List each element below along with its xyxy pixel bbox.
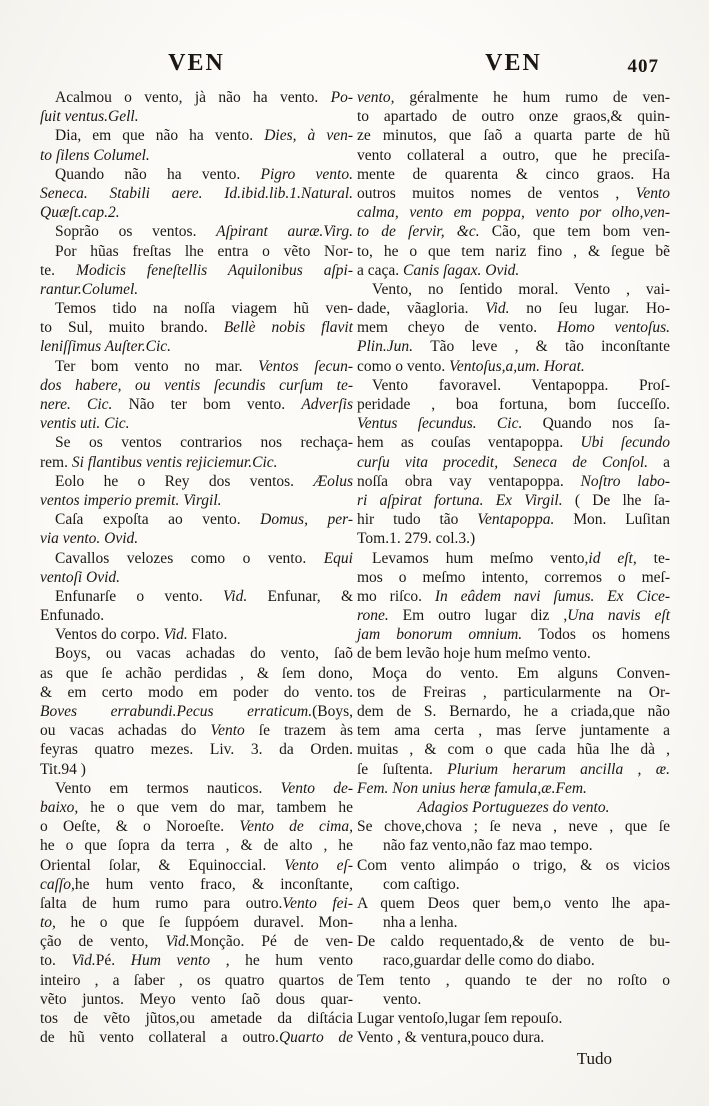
text-line: dos habere, ou ventis ſecundis curſum te- [40, 376, 353, 394]
text-line: jam bonorum omnium. Todos os homens [357, 626, 670, 644]
text-line: Ter bom vento no mar. Ventos ſecun- [55, 357, 353, 375]
text-line: tos de Freiras , particularmente na Or- [357, 683, 670, 701]
text-line: Vento, no ſentido moral. Vento , vai- [372, 280, 670, 298]
text-line: as que ſe achão perdidas , & ſem dono, [40, 664, 353, 682]
text-line: rem. Si flantibus ventis rejiciemur.Cic. [40, 453, 278, 471]
text-line: Oriental ſolar, & Equinoccial. Vento eſ- [40, 856, 353, 874]
text-line: dem de S. Bernardo, he a criada,que não [357, 703, 670, 720]
text-line: Enfunarſe o vento. Vid. Enfunar, & [55, 587, 354, 605]
text-line: he o que ſopra da terra , & de alto , he [40, 837, 353, 855]
text-line: Com vento alimpáo o trigo, & os vicios [357, 856, 670, 874]
text-line: feyras quatro mezes. Liv. 3. da Orden. [40, 741, 353, 759]
text-line: de hũ vento collateral a outro.Quarto de [40, 1029, 353, 1047]
text-line: A quem Deos quer bem,o vento lhe apa- [357, 894, 670, 912]
text-line: vento collateral a outro, que he preciſa- [357, 146, 670, 164]
catchword: Tudo [576, 1049, 612, 1068]
text-line: Vento em termos nauticos. Vento de- [55, 779, 353, 797]
text-line: tem ama certa , mas ſerve juntamente a [357, 722, 670, 740]
text-line: ri aſpirat fortuna. Ex Virgil. ( De lhe ſa- [357, 491, 670, 509]
text-line: ventoſi Ovid. [40, 568, 121, 586]
text-line: tos de vẽto jũtos,ou ametade da diſtácia [40, 1010, 353, 1027]
running-title-left: VEN [168, 50, 225, 76]
text-line: Soprão os ventos. Aſpirant auræ.Virg. [55, 223, 353, 241]
text-line: ſalta de hum rumo para outro.Vento fei- [40, 894, 353, 912]
text-line: Ventus ſecundus. Cic. Quando nos ſa- [357, 415, 670, 433]
text-line: Acalmou o vento, jà não ha vento. Po- [55, 89, 353, 106]
text-line: nha a lenha. [383, 914, 458, 932]
text-line: ção de vento, Vid.Monção. Pé de ven- [40, 933, 354, 951]
text-line: vento. [383, 990, 422, 1008]
text-line: com caſtigo. [383, 875, 460, 893]
text-line: te. Modicis feneſtellis Aquilonibus aſpi- [40, 261, 354, 279]
text-line: Quæſt.cap.2. [40, 204, 120, 222]
text-line: o Oeſte, & o Noroeſte. Vento de cima, [40, 818, 353, 836]
text-line: Dia, em que não ha vento. Dies, à ven- [55, 127, 353, 145]
text-line: Levamos hum meſmo vento,id eſt, te- [372, 549, 670, 567]
text-line: mos o meſmo intento, corremos o meſ- [357, 568, 670, 586]
page-header [0, 50, 709, 84]
text-line: Quando não ha vento. Pigro vento. [55, 165, 353, 183]
text-line: de bem levão hoje hum meſmo vento. [357, 645, 591, 663]
text-line: Eolo he o Rey dos ventos. Æolus [55, 472, 353, 490]
text-line: não faz vento,não faz mao tempo. [383, 837, 593, 855]
text-line: ze minutos, que ſaõ a quarta parte de hũ [357, 127, 670, 145]
text-line: ventos imperio premit. Virgil. [40, 491, 222, 509]
text-line: Plin.Jun. Tão leve , & tão inconſtante [357, 338, 670, 356]
text-column-right [357, 88, 670, 1047]
text-line: Seneca. Stabili aere. Id.ibid.lib.1.Natural. [40, 184, 353, 202]
text-line: Se chove,chova ; ſe neva , neve , que ſe [357, 818, 670, 836]
text-line: Lugar ventoſo,lugar ſem repouſo. [357, 1010, 563, 1027]
text-line: mem cheyo de vento. Homo ventoſus. [357, 319, 670, 337]
text-line: to apartado de outro onze graos,& quin- [357, 108, 670, 126]
text-line: to. Vid.Pé. Hum vento , he hum vento [40, 952, 354, 970]
text-line: Cavallos velozes como o vento. Equi [55, 549, 353, 567]
text-line: Tom.1. 279. col.3.) [357, 530, 476, 548]
text-line: hir tudo tão Ventapoppa. Mon. Luſitan [357, 511, 670, 529]
text-line: mo riſco. In eâdem navi ſumus. Ex Cice- [357, 587, 670, 605]
text-line: noſſa obra vay ventapoppa. Noſtro labo- [357, 472, 670, 490]
running-title-right: VEN [485, 50, 542, 76]
text-line: peridade , boa fortuna, bom ſucceſſo. [357, 396, 670, 413]
text-line: ſuit ventus.Gell. [40, 108, 139, 126]
text-line: Boves errabundi.Pecus erraticum.(Boys, [40, 703, 353, 720]
text-line: vẽto juntos. Meyo vento ſaõ dous quar- [40, 990, 353, 1008]
text-line: to Sul, muito brando. Bellè nobis flavit [40, 319, 353, 337]
text-line: como o vento. Ventoſus,a,um. Horat. [357, 357, 585, 375]
text-line: calma, vento em poppa, vento por olho,ven- [357, 204, 670, 222]
text-column-left [40, 88, 353, 1047]
text-line: Vento , & ventura,pouco dura. [357, 1029, 545, 1047]
text-line: Enfunado. [40, 607, 105, 625]
text-line: baixo, he o que vem do mar, tambem he [40, 798, 353, 816]
text-line: Tem tento , quando te der no roſto o [357, 971, 670, 989]
text-line: & em certo modo em poder do vento. [40, 683, 353, 701]
text-line: Se os ventos contrarios nos rechaça- [55, 434, 353, 452]
text-line: rantur.Columel. [40, 280, 139, 298]
text-line: ventis uti. Cic. [40, 415, 130, 433]
text-line: to ſilens Columel. [40, 146, 150, 164]
text-line: nere. Cic. Não ter bom vento. Adverſis [40, 396, 353, 413]
text-line: leniſſimus Auſter.Cic. [40, 338, 172, 356]
text-line: muitas , & com o que cada hũa lhe dà , [357, 741, 670, 759]
text-line: Por hũas freſtas lhe entra o vẽto Nor- [55, 242, 353, 260]
text-line: to, he o que ſe ſuppóem duravel. Mon- [40, 914, 353, 932]
text-line: caſſo,he hum vento fraco, & inconſtante, [40, 875, 353, 893]
text-line: via vento. Ovid. [40, 530, 139, 548]
text-line: Boys, ou vacas achadas do vento, ſaõ [55, 645, 353, 663]
text-line: to de ſervir, &c. Cão, que tem bom ven- [357, 223, 670, 241]
text-line: Ventos do corpo. Vid. Flato. [55, 626, 228, 644]
text-line: hem as couſas ventapoppa. Ubi ſecundo [357, 434, 671, 452]
text-line: Temos tido na noſſa viagem hũ ven- [55, 300, 353, 318]
text-line: Vento favoravel. Ventapoppa. Proſ- [372, 376, 670, 394]
text-line: mente de quarenta & cinco graos. Ha [357, 165, 670, 183]
text-line: outros muitos nomes de ventos , Vento [357, 184, 670, 202]
text-line: De caldo requentado,& de vento de bu- [357, 933, 670, 951]
text-line: Caſa expoſta ao vento. Domus, per- [55, 511, 354, 529]
text-line: Tit.94 ) [40, 760, 86, 778]
text-line: ou vacas achadas do Vento ſe trazem às [40, 722, 353, 740]
text-line: vento, géralmente he hum rumo de ven- [357, 89, 670, 106]
text-line: ſe ſuſtenta. Plurium herarum ancilla , æ. [357, 760, 670, 778]
text-line: rone. Em outro lugar diz ,Una navis eſt [357, 607, 671, 625]
text-line: inteiro , a ſaber , os quatro quartos de [40, 971, 353, 989]
text-line: Moça do vento. Em alguns Conven- [372, 664, 670, 682]
text-line: to, he o que tem nariz fino , & ſegue bẽ [357, 242, 670, 260]
text-line: a caça. Canis ſagax. Ovid. [357, 261, 520, 279]
text-line: raco,guardar delle como do diabo. [383, 952, 595, 970]
text-line: curſu vita procedit, Seneca de Conſol. a [357, 453, 670, 471]
page-number: 407 [627, 56, 659, 77]
text-line: dade, vãagloria. Vid. no ſeu lugar. Ho- [357, 300, 670, 318]
text-line: Adagios Portuguezes do vento. [417, 798, 610, 816]
text-line: Fem. Non unius heræ famula,æ.Fem. [357, 779, 587, 797]
